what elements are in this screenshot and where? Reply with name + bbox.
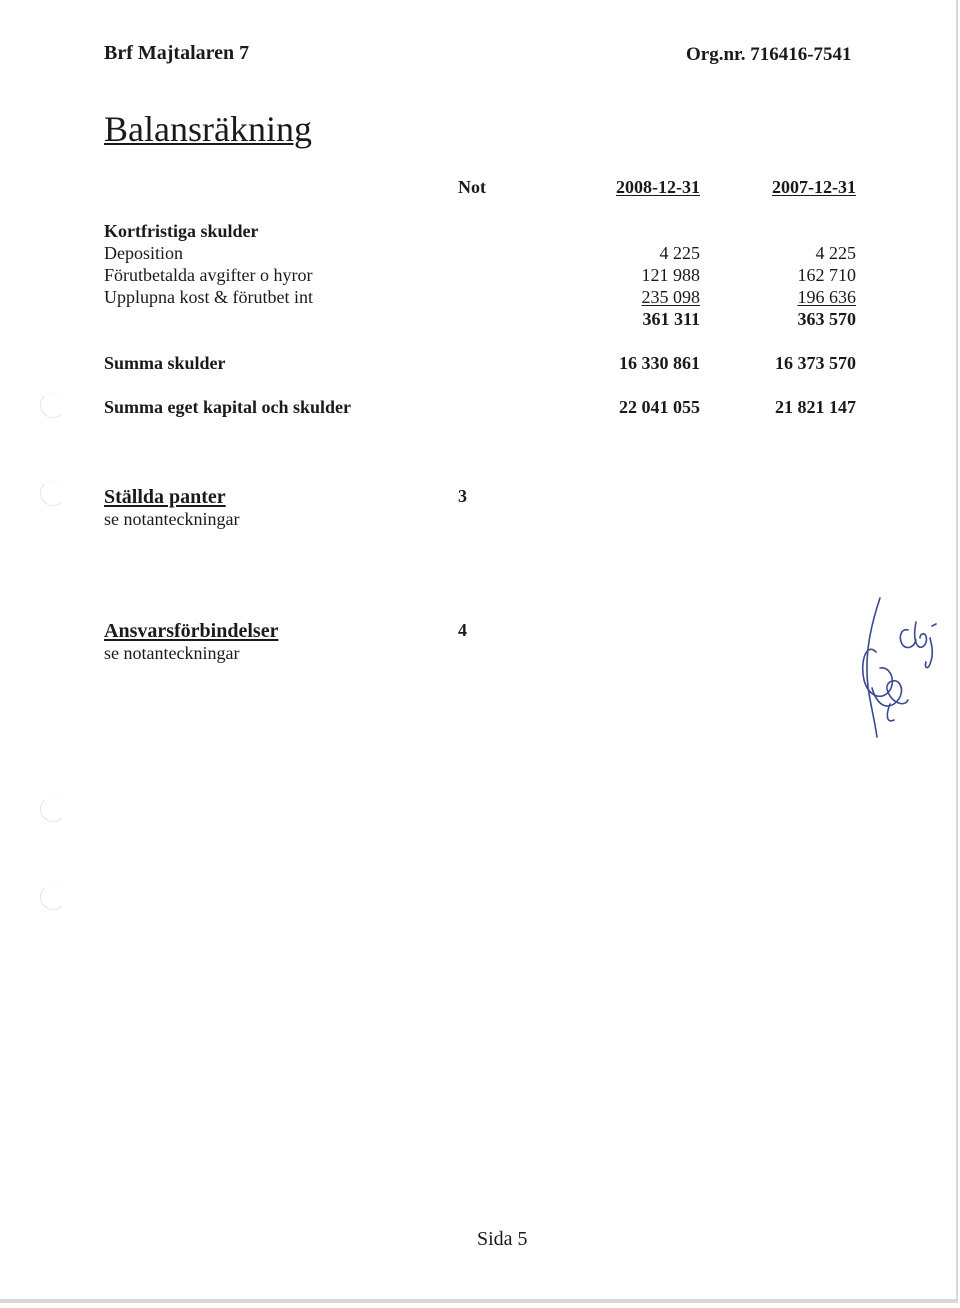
subtotal-2008: 361 311 [642,309,700,329]
row-value-2008: 4 225 [659,243,700,263]
pledges-text: se notanteckningar [104,509,240,529]
row-value-2007: 196 636 [797,287,856,307]
binder-hole [40,480,66,506]
binder-hole [40,884,66,910]
binder-hole [40,392,66,418]
section-heading-short-term-debt: Kortfristiga skulder [104,221,259,241]
total-debt-2008: 16 330 861 [619,353,700,373]
total-equity-debt-2007: 21 821 147 [775,397,856,417]
total-equity-debt-2008: 22 041 055 [619,397,700,417]
org-name: Brf Majtalaren 7 [104,42,250,64]
column-header-2007: 2007-12-31 [772,177,856,197]
org-number [686,44,852,66]
subtotal-2007: 363 570 [797,309,856,329]
row-label: Deposition [104,243,183,263]
page-number: Sida 5 [477,1228,528,1250]
column-header-not: Not [458,177,486,197]
contingent-heading: Ansvarsförbindelser [104,620,279,642]
pledges-note: 3 [458,486,467,506]
page-title: Balansräkning [104,109,312,149]
row-value-2008: 235 098 [641,287,700,307]
column-header-2008: 2008-12-31 [616,177,700,197]
initials-signature [850,592,940,742]
row-value-2007: 162 710 [797,265,856,285]
contingent-note: 4 [458,620,467,640]
total-debt-2007: 16 373 570 [775,353,856,373]
row-label: Förutbetalda avgifter o hyror [104,265,313,285]
total-debt-label: Summa skulder [104,353,226,373]
row-value-2007: 4 225 [815,243,856,263]
org-number-value: 716416-7541 [750,44,852,65]
row-label: Upplupna kost & förutbet int [104,287,313,307]
total-equity-debt-label: Summa eget kapital och skulder [104,397,352,417]
pledges-heading: Ställda panter [104,486,226,508]
contingent-text: se notanteckningar [104,643,240,663]
binder-hole [40,796,66,822]
row-value-2008: 121 988 [641,265,700,285]
org-number-label: Org.nr. [686,44,746,65]
